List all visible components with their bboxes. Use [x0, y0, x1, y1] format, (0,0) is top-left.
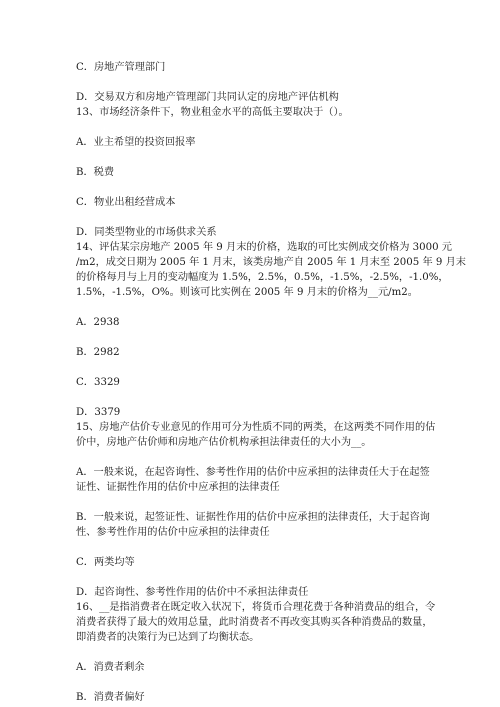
option-text-line: C．两类均等: [76, 557, 135, 568]
option-text-line: A．一般来说，在起咨询性、参考性作用的估价中应承担的法律责任大于在起签: [76, 467, 430, 478]
question-text-line: 14、评估某宗房地产 2005 年 9 月末的价格，选取的可比实例成交价格为 3000 元: [76, 242, 452, 253]
question-text-line: 价中，房地产估价师和房地产估价机构承担法律责任的大小为__。: [76, 437, 372, 448]
option-text-line: D．交易双方和房地产管理部门共同认定的房地产评估机构: [76, 92, 339, 103]
option-text-line: C．物业出租经营成本: [76, 197, 176, 208]
line-gap: [76, 180, 432, 195]
question-text-line: /m2，成交日期为 2005 年 1 月末，该类房地产自 2005 年 1 月末至 2005 年 9 月末: [76, 257, 466, 268]
option-text-line: C．房地产管理部门: [76, 62, 166, 73]
line-gap: [76, 675, 432, 690]
line-gap: [76, 360, 432, 375]
option-text-line: B．税费: [76, 167, 115, 178]
option-text-line: 性、参考性作用的估价中应承担的法律责任: [76, 527, 270, 538]
line-gap: [76, 330, 432, 345]
option-text-line: B．2982: [76, 347, 120, 358]
line-gap: [76, 75, 432, 90]
document-page: [76, 60, 466, 705]
line-gap: [76, 210, 432, 225]
line-gap: [76, 495, 432, 510]
line-gap: [76, 150, 432, 165]
line-gap: [76, 570, 432, 585]
line-gap: [76, 390, 432, 405]
question-text-line: 16、__是指消费者在既定收入状况下，将货币合理花费于各种消费品的组合，令: [76, 602, 436, 613]
line-gap: [76, 450, 432, 465]
option-text-line: D．起咨询性、参考性作用的估价中不承担法律责任: [76, 587, 309, 598]
option-text-line: B．一般来说，起签证性、证据性作用的估价中应承担的法律责任，大于起咨询: [76, 512, 430, 523]
option-text-line: A．业主希望的投资回报率: [76, 137, 196, 148]
line-gap: [76, 120, 432, 135]
line-gap: [76, 300, 432, 315]
option-text-line: 证性、证据性作用的估价中应承担的法律责任: [76, 482, 280, 493]
line-gap: [76, 645, 432, 660]
question-text-line: 1.5%，-1.5%，O%。则该可比实例在 2005 年 9 月末的价格为__元/m2。: [76, 287, 418, 298]
option-text-line: B．消费者偏好: [76, 692, 145, 703]
option-text-line: A．消费者剩余: [76, 662, 145, 673]
question-text-line: 的价格每月与上月的变动幅度为 1.5%，2.5%，0.5%，-1.5%，-2.5%，-1.0%，: [76, 272, 449, 283]
question-text-line: 消费者获得了最大的效用总量，此时消费者不再改变其购买各种消费品的数量，: [76, 617, 433, 628]
option-text-line: C．3329: [76, 377, 120, 388]
line-gap: [76, 540, 432, 555]
option-text-line: D．3379: [76, 407, 121, 418]
option-text-line: D．同类型物业的市场供求关系: [76, 227, 217, 238]
option-text-line: A．2938: [76, 317, 120, 328]
question-text-line: 15、房地产估价专业意见的作用可分为性质不同的两类，在这两类不同作用的估: [76, 422, 436, 433]
question-text-line: 13、市场经济条件下，物业租金水平的高低主要取决于（）。: [76, 107, 349, 118]
question-text-line: 即消费者的决策行为已达到了均衡状态。: [76, 632, 260, 643]
